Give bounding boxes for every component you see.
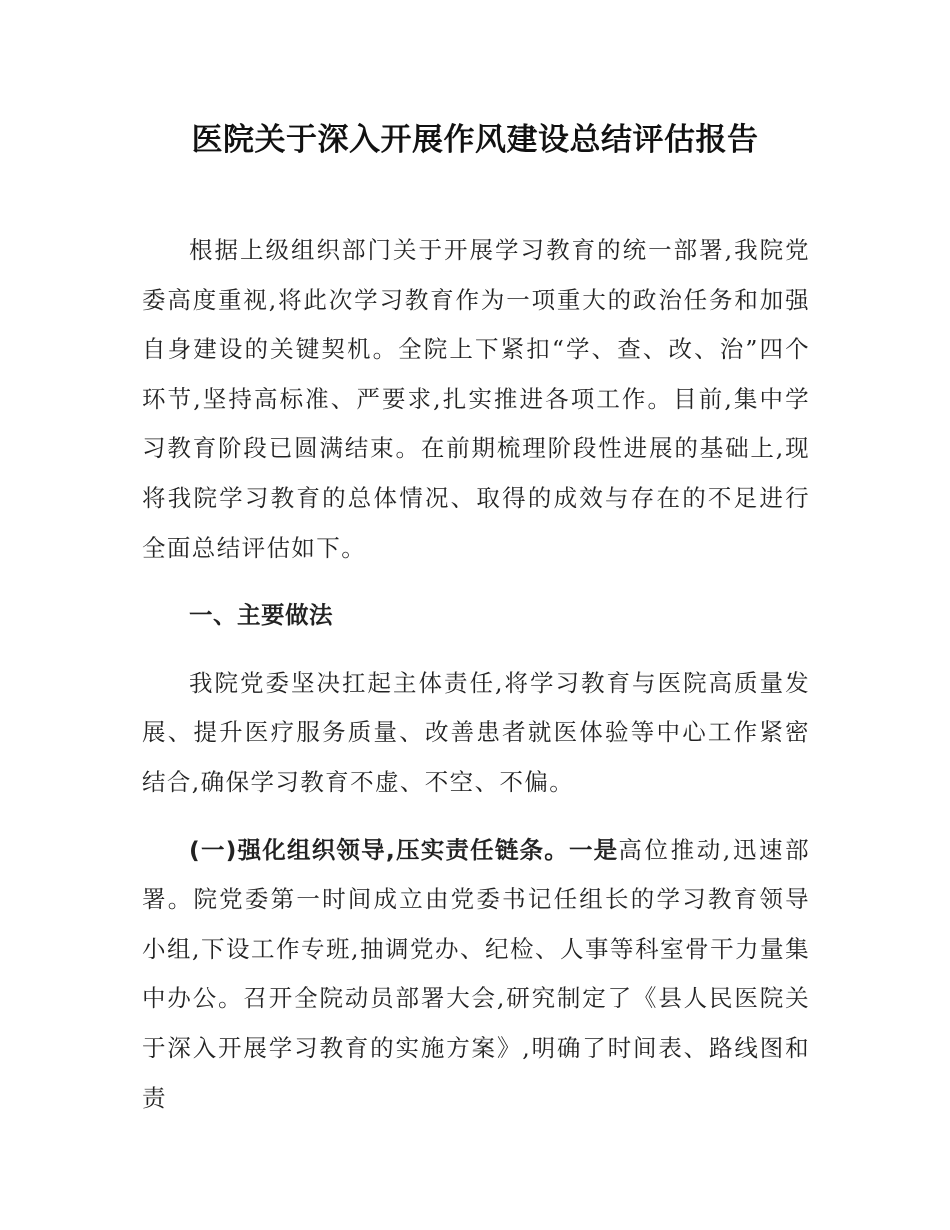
subsection-heading: (一)强化组织领导,压实责任链条。 xyxy=(189,835,569,864)
document-body xyxy=(142,226,810,1123)
section-heading-main-practices: 一、主要做法 xyxy=(189,601,333,630)
subsection-paragraph xyxy=(142,826,810,1124)
subsection-lead-term: 一是 xyxy=(568,835,619,864)
intro-paragraph: 根据上级组织部门关于开展学习教育的统一部署,我院党委高度重视,将此次学习教育作为一项重大的政治任务和加强自身建设的关键契机。全院上下紧扣“学、查、改、治”四个环节,坚持高标准、严要求,扎实推进各项工作。目前,集中学习教育阶段已圆满结束。在前期梳理阶段性进展的基础上,现将我院学习教育的总体情况、取得的成效与存在的不足进行全面总结评估如下。 xyxy=(142,236,810,562)
section-paragraph: 我院党委坚决扛起主体责任,将学习教育与医院高质量发展、提升医疗服务质量、改善患者就医体验等中心工作紧密结合,确保学习教育不虚、不空、不偏。 xyxy=(142,668,810,796)
subsection-text: 高位推动,迅速部署。院党委第一时间成立由党委书记任组长的学习教育领导小组,下设工作专班,抽调党办、纪检、人事等科室骨干力量集中办公。召开全院动员部署大会,研究制定了《县人民医院关于深入开展学习教育的实施方案》,明确了时间表、路线图和责 xyxy=(142,835,811,1112)
document-title: 医院关于深入开展作风建设总结评估报告 xyxy=(191,122,759,158)
